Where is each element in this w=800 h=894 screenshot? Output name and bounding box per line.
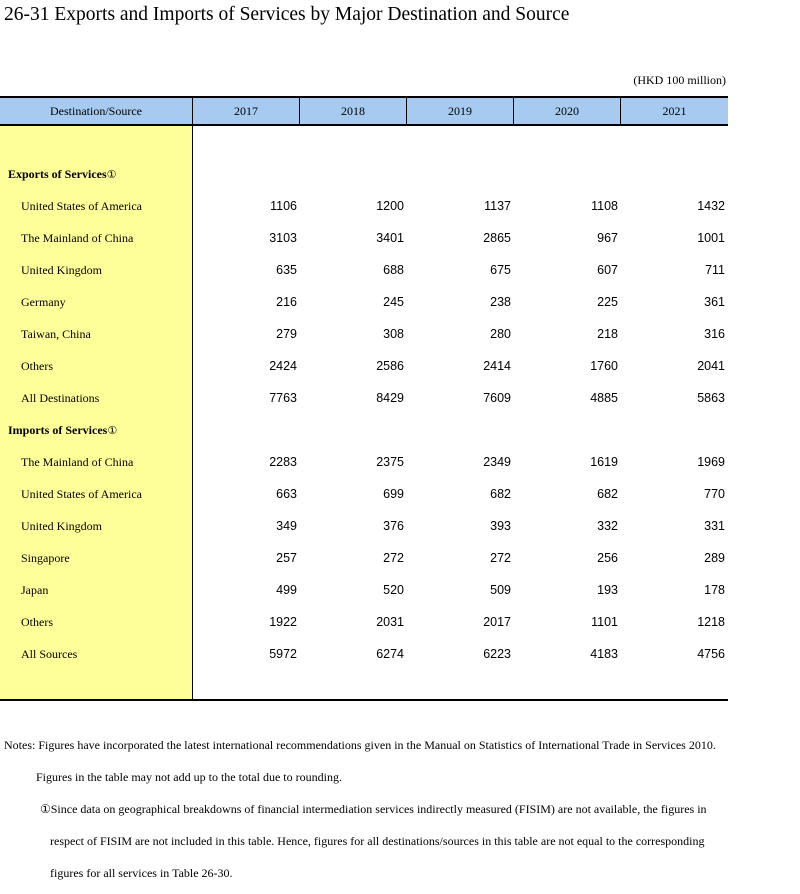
- value-cell: 308: [383, 327, 404, 341]
- row-label: United Kingdom: [21, 263, 102, 277]
- row-label: Others: [21, 359, 53, 373]
- header-year: 2019: [407, 98, 514, 124]
- value-cell: 332: [597, 519, 618, 533]
- header-year: 2020: [514, 98, 621, 124]
- value-cell: 2586: [376, 359, 404, 373]
- value-cell: 5972: [269, 647, 297, 661]
- header-destination-source: Destination/Source: [0, 98, 193, 124]
- table-row: [0, 478, 728, 510]
- section-label: [8, 414, 117, 447]
- row-label: United States of America: [21, 487, 142, 501]
- section-label-text: Imports of Services: [8, 423, 108, 437]
- section-row: [0, 414, 728, 446]
- header-year: 2021: [662, 104, 687, 118]
- table-row: [0, 606, 728, 638]
- value-cell: 279: [276, 327, 297, 341]
- value-cell: 2349: [483, 455, 511, 469]
- table-row: [0, 286, 728, 318]
- footnote-marker: ①: [106, 168, 117, 181]
- value-cell: 770: [704, 487, 725, 501]
- table-row: [0, 574, 728, 606]
- value-cell: 499: [276, 583, 297, 597]
- value-cell: 509: [490, 583, 511, 597]
- value-cell: 1432: [697, 199, 725, 213]
- table-row: [0, 222, 728, 254]
- value-cell: 2424: [269, 359, 297, 373]
- row-label: United States of America: [21, 199, 142, 213]
- services-table: [0, 96, 728, 701]
- value-cell: 1108: [591, 199, 618, 213]
- table-row: [0, 318, 728, 350]
- value-cell: 635: [276, 263, 297, 277]
- table-row: [0, 446, 728, 478]
- value-cell: 331: [704, 519, 725, 533]
- value-cell: 2041: [697, 359, 725, 373]
- table-row: [0, 382, 728, 414]
- value-cell: 361: [704, 295, 725, 309]
- value-cell: 218: [597, 327, 618, 341]
- value-cell: 2031: [376, 615, 404, 629]
- value-cell: 1101: [591, 615, 618, 629]
- row-label: All Destinations: [21, 391, 100, 405]
- value-cell: 216: [276, 295, 297, 309]
- note-line: Figures in the table may not add up to the total due to rounding.: [36, 770, 342, 784]
- row-label: Germany: [21, 295, 66, 309]
- header-year: 2018: [300, 98, 407, 124]
- value-cell: 1001: [697, 231, 725, 245]
- row-label: The Mainland of China: [21, 455, 134, 469]
- value-cell: 5863: [697, 391, 725, 405]
- table-row: [0, 542, 728, 574]
- value-cell: 1922: [269, 615, 297, 629]
- value-cell: 967: [597, 231, 618, 245]
- table-row: [0, 254, 728, 286]
- value-cell: 225: [597, 295, 618, 309]
- row-label: The Mainland of China: [21, 231, 134, 245]
- row-label: Singapore: [21, 551, 70, 565]
- table-row: [0, 510, 728, 542]
- row-label: Japan: [21, 583, 49, 597]
- value-cell: 4885: [590, 391, 618, 405]
- value-cell: 272: [383, 551, 404, 565]
- value-cell: 1106: [270, 199, 297, 213]
- value-cell: 289: [704, 551, 725, 565]
- value-cell: 3103: [269, 231, 297, 245]
- value-cell: 256: [597, 551, 618, 565]
- value-cell: 316: [704, 327, 725, 341]
- row-label: All Sources: [21, 647, 78, 661]
- table-row: [0, 190, 728, 222]
- value-cell: 8429: [376, 391, 404, 405]
- value-cell: 2414: [483, 359, 511, 373]
- table-row: [0, 638, 728, 670]
- value-cell: 1969: [697, 455, 725, 469]
- value-cell: 6223: [483, 647, 511, 661]
- value-cell: 6274: [376, 647, 404, 661]
- value-cell: 3401: [376, 231, 404, 245]
- footnote-marker: ①: [107, 424, 118, 437]
- note-line: Notes: Figures have incorporated the latest international recommendations given in the Manual on Statistics of International Trade in Services 2010.: [4, 738, 716, 752]
- value-cell: 178: [704, 583, 725, 597]
- value-cell: 280: [490, 327, 511, 341]
- note-line: figures for all services in Table 26-30.: [50, 866, 233, 880]
- table-header: [0, 96, 728, 126]
- table-bottom-rule: [0, 699, 728, 701]
- value-cell: 376: [383, 519, 404, 533]
- value-cell: 1218: [697, 615, 725, 629]
- value-cell: 663: [276, 487, 297, 501]
- value-cell: 2865: [483, 231, 511, 245]
- value-cell: 607: [597, 263, 618, 277]
- value-cell: 2375: [376, 455, 404, 469]
- value-cell: 7609: [483, 391, 511, 405]
- value-cell: 245: [383, 295, 404, 309]
- value-cell: 711: [705, 263, 725, 277]
- page-title: 26-31 Exports and Imports of Services by Major Destination and Source: [4, 4, 570, 25]
- value-cell: 699: [383, 487, 404, 501]
- section-label-text: Exports of Services: [8, 167, 107, 181]
- value-cell: 1760: [590, 359, 618, 373]
- note-line: respect of FISIM are not included in this table. Hence, figures for all destinations/sources in this table are not equal to the corresponding: [50, 834, 705, 848]
- table-row: [0, 350, 728, 382]
- value-cell: 520: [383, 583, 404, 597]
- value-cell: 193: [597, 583, 618, 597]
- value-cell: 2017: [483, 615, 511, 629]
- value-cell: 1200: [376, 199, 404, 213]
- value-cell: 682: [490, 487, 511, 501]
- section-row: [0, 158, 728, 190]
- value-cell: 272: [490, 551, 511, 565]
- footnote-1: ①Since data on geographical breakdowns of financial intermediation services indirectly measured (FISIM) are not available, the figures in: [40, 802, 707, 816]
- unit-note: (HKD 100 million): [633, 73, 726, 87]
- header-year: 2017: [193, 98, 300, 124]
- value-cell: 4756: [697, 647, 725, 661]
- section-label: [8, 158, 117, 191]
- row-label: Taiwan, China: [21, 327, 91, 341]
- row-label: Others: [21, 615, 53, 629]
- value-cell: 1137: [484, 199, 511, 213]
- value-cell: 688: [383, 263, 404, 277]
- value-cell: 257: [276, 551, 297, 565]
- value-cell: 2283: [269, 455, 297, 469]
- value-cell: 675: [490, 263, 511, 277]
- value-cell: 682: [597, 487, 618, 501]
- value-cell: 7763: [269, 391, 297, 405]
- value-cell: 1619: [590, 455, 618, 469]
- row-label: United Kingdom: [21, 519, 102, 533]
- value-cell: 349: [276, 519, 297, 533]
- value-cell: 4183: [590, 647, 618, 661]
- value-cell: 393: [490, 519, 511, 533]
- value-cell: 238: [490, 295, 511, 309]
